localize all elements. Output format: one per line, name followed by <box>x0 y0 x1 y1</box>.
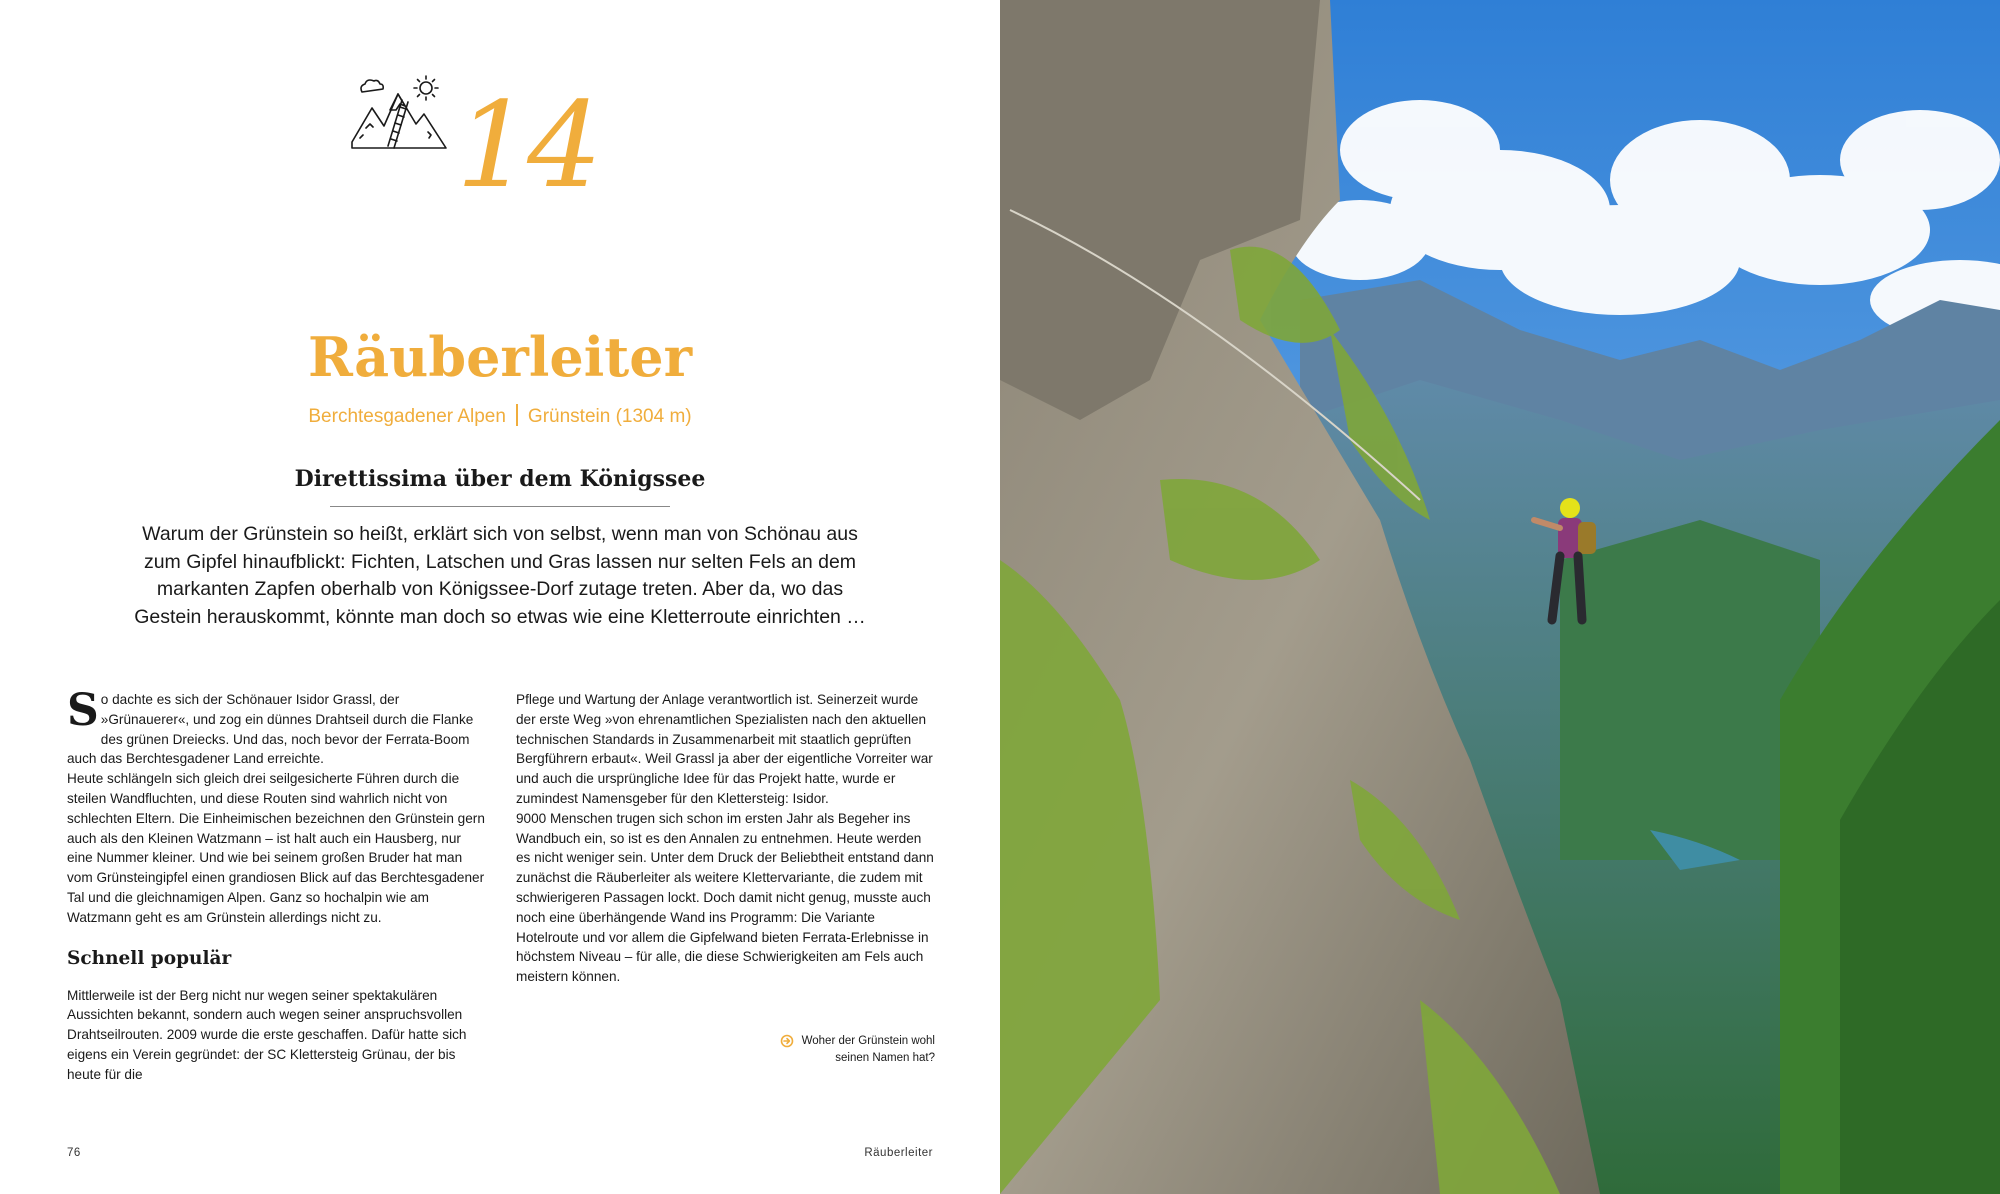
body-paragraph <box>67 685 487 769</box>
body-paragraph: Pflege und Wartung der Anlage verantwortlich ist. Seinerzeit wurde der erste Weg »von ehrenamtlichen Spezialisten nach den aktuellen technischen Standards in Zusammenarbeit mit staatlich geprüften Bergführern erbaut«. Weil Grassl ja aber der eigentliche Vorreiter war und auch die ursprüngliche Idee für das Projekt hatte, wurde er zumindest Namensgeber für den Klettersteig: Isidor. <box>516 692 933 806</box>
body-paragraph: 9000 Menschen trugen sich schon im ersten Jahr als Begeher ins Wandbuch ein, so ist es den Annalen zu entnehmen. Heute werden es nicht weniger sein. Unter dem Druck der Beliebtheit entstand dann zunächst die Räuberleiter als weitere Klettervariante, die zudem mit schwierigeren Passagen lockt. Doch damit nicht genug, musste auch noch eine überhängende Wand ins Programm: Die Variante Hotelroute und vor allem die Gipfelwand bieten Ferrata-Erlebnisse in höchstem Niveau – für alle, die diese Schwierigkeiten am Fels auch meistern können. <box>516 810 934 985</box>
lead-divider <box>330 506 670 507</box>
region-label: Berchtesgadener Alpen <box>308 406 506 427</box>
body-paragraph: Mittlerweile ist der Berg nicht nur wegen seiner spektakulären Aussichten bekannt, sondern auch wegen seiner anspruchsvollen Drahtseilrouten. 2009 wurde die erste geschaffen. Dafür hatte sich eigens ein Verein gegründet: der SC Klettersteig Grünau, der bis heute für die <box>67 987 467 1082</box>
lead-heading: Direttissima über dem Königssee <box>294 466 706 492</box>
peak-label: Grünstein (1304 m) <box>527 406 692 427</box>
paragraph-text: o dachte es sich der Schönauer Isidor Grassl, der »Grünauerer«, und zog ein dünnes Drahtseil durch die Flanke des grünen Dreiecks. Und das, noch bevor der Ferrata-Boom auch das Berchtesgadener Land erreichte. <box>67 692 474 767</box>
climber-photo <box>1000 0 2000 1194</box>
article-title: Räuberleiter <box>307 325 693 389</box>
body-column-right <box>516 690 936 987</box>
sidenote: Woher der Grünstein wohl seinen Namen hat? <box>801 1035 935 1064</box>
mountain-ladder-sun-icon <box>350 74 450 154</box>
page-number: 76 <box>67 1147 81 1159</box>
chapter-number: 14 <box>456 76 599 214</box>
subtitle-separator <box>516 404 518 426</box>
article-subtitle <box>0 404 1000 428</box>
section-heading: Schnell populär <box>67 947 232 969</box>
drop-cap: S <box>67 685 99 736</box>
body-column-left <box>67 685 487 1085</box>
intro-paragraph: Warum der Grünstein so heißt, erklärt sich von selbst, wenn man von Schönau aus zum Gipfel hinaufblickt: Fichten, Latschen und Gras lassen nur selten Fels an dem markanten Zapfen oberhalb von Königssee-Dorf zutage treten. Aber da, wo das Gestein herauskommt, könnte man doch so etwas wie eine Kletterroute einrichten … <box>134 523 866 628</box>
running-title: Räuberleiter <box>864 1147 933 1159</box>
body-paragraph: Heute schlängeln sich gleich drei seilgesicherte Führen durch die steilen Wandfluchten, und diese Routen sind wahrlich nicht von schlechten Eltern. Die Einheimischen bezeichnen den Grünstein gern auch als den Kleinen Watzmann – ist halt auch ein Hausberg, nur eine Nummer kleiner. Und wie bei seinem großen Bruder hat man vom Grünsteingipfel einen grandiosen Blick auf das Berchtesgadener Tal und die gleichnamigen Alpen. Ganz so hochalpin wie am Watzmann geht es am Grünstein allerdings nicht zu. <box>67 771 485 925</box>
